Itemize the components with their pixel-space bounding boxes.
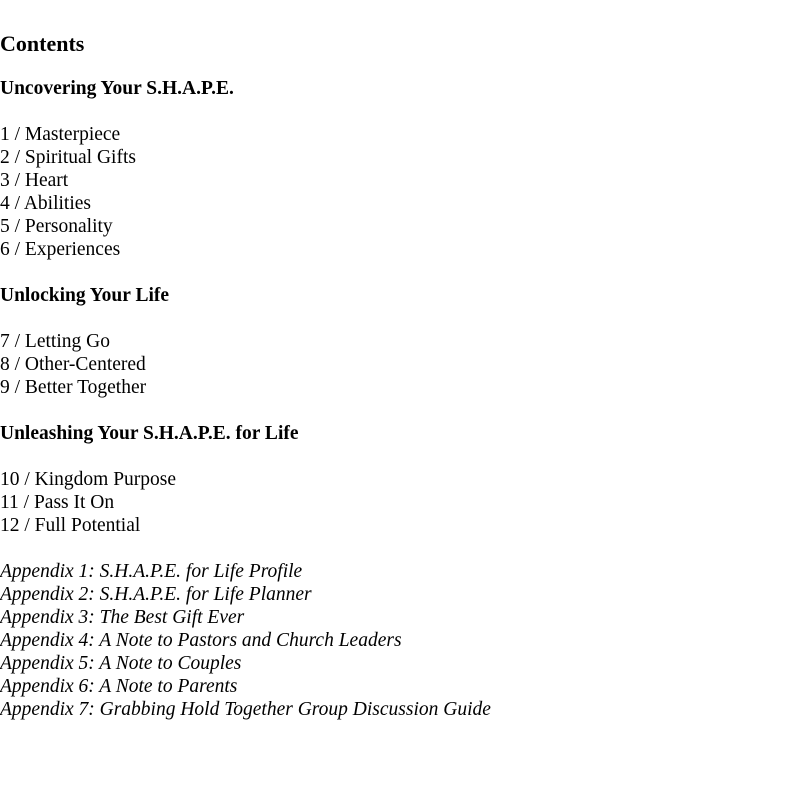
list-item: 6 / Experiences [0,239,121,260]
section-2-spacer [0,307,800,330]
section-3-gap [0,399,800,422]
top-spacer [0,0,800,31]
section-3-spacer [0,445,800,468]
list-item: 9 / Better Together [0,377,147,398]
list-item: Appendix 2: S.H.A.P.E. for Life Planner [0,584,312,605]
section-2-gap [0,261,800,284]
appendix-list [0,560,800,721]
list-item: 3 / Heart [0,170,69,191]
section-heading-3: Unleashing Your S.H.A.P.E. for Life [0,423,299,444]
chapter-list-3 [0,468,800,537]
section-heading-1: Uncovering Your S.H.A.P.E. [0,78,234,99]
list-item: 2 / Spiritual Gifts [0,147,136,168]
list-item: Appendix 5: A Note to Couples [0,653,242,674]
page-title: Contents [0,31,85,56]
list-item: 10 / Kingdom Purpose [0,469,177,490]
chapter-list-1 [0,123,800,261]
list-item: 4 / Abilities [0,193,92,214]
list-item: Appendix 1: S.H.A.P.E. for Life Profile [0,561,303,582]
chapter-list-2 [0,330,800,399]
list-item: Appendix 6: A Note to Parents [0,676,238,697]
list-item: 12 / Full Potential [0,515,141,536]
list-item: 8 / Other-Centered [0,354,146,375]
list-item: 5 / Personality [0,216,113,237]
list-item: Appendix 3: The Best Gift Ever [0,607,245,628]
list-item: 11 / Pass It On [0,492,115,513]
list-item: 7 / Letting Go [0,331,110,352]
appendix-gap [0,537,800,560]
list-item: Appendix 4: A Note to Pastors and Church Leaders [0,630,402,651]
section-1-spacer [0,100,800,123]
list-item: 1 / Masterpiece [0,124,121,145]
list-item: Appendix 7: Grabbing Hold Together Group Discussion Guide [0,699,491,720]
section-heading-2: Unlocking Your Life [0,285,170,306]
title-spacer [0,57,800,77]
